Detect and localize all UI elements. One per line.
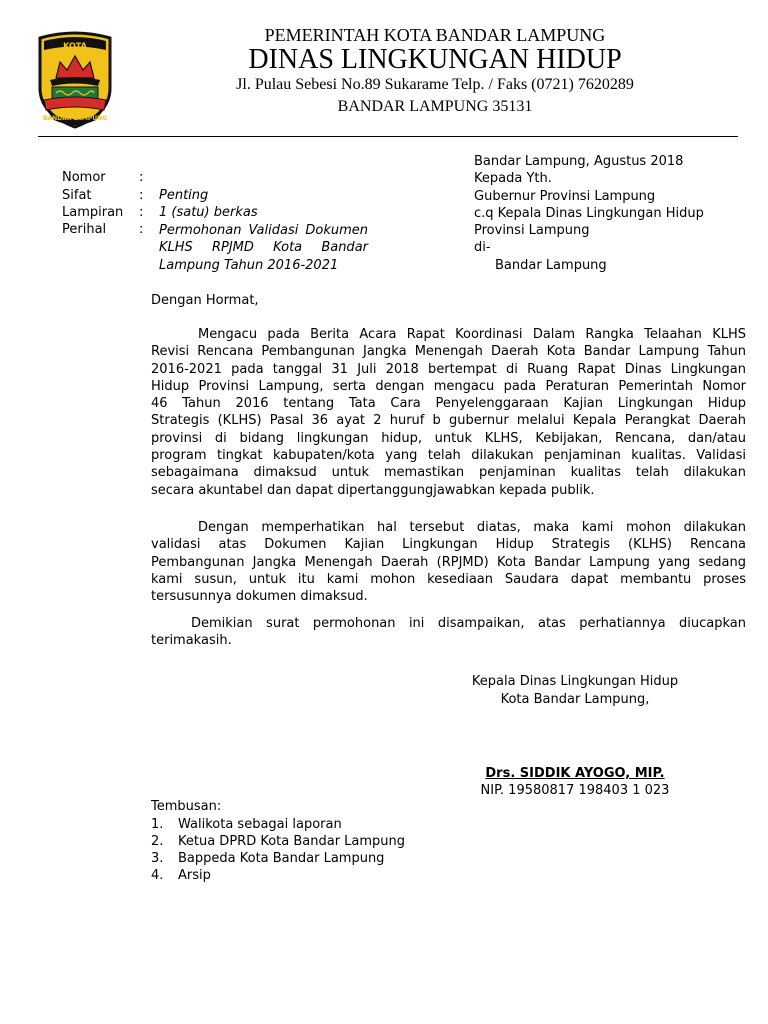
signatory-name: Drs. SIDDIK AYOGO, MIP. (485, 766, 665, 781)
tembusan-title: Tembusan: (151, 799, 222, 814)
salutation: Dengan Hormat, (151, 293, 259, 308)
paragraph-line: validasi atas Dokumen Kajian Lingkungan Hidup Strategis (KLHS) Rencana (151, 537, 746, 553)
letterhead-agency: DINAS LINGKUNGAN HIDUP (248, 44, 622, 75)
letterhead-address: Jl. Pulau Sebesi No.89 Sukarame Telp. / Faks (0721) 7620289 (236, 76, 634, 93)
letterhead-divider (38, 136, 738, 137)
paragraph-line: Demikian surat permohonan ini disampaikan, atas perhatiannya diucapkan (191, 616, 746, 631)
letterhead-city: BANDAR LAMPUNG 35131 (337, 98, 533, 115)
logo-top-text: KOTA (63, 41, 87, 51)
paragraph-line: Hidup Provinsi Lampung, serta dengan mengacu pada Peraturan Pemerintah Nomor (151, 378, 746, 394)
paragraph-line: Pembangunan Jangka Menengah Daerah (RPJMD) Kota Bandar Lampung yang sedang (151, 554, 746, 570)
letterhead-government: PEMERINTAH KOTA BANDAR LAMPUNG (264, 25, 606, 45)
paragraph-2 (151, 519, 746, 605)
lampiran-value: 1 (satu) berkas (159, 205, 258, 220)
perihal-label: Perihal (62, 222, 107, 237)
sifat-colon: : (139, 188, 144, 203)
signatory-office: Kota Bandar Lampung, (500, 692, 650, 707)
recipient-line-2: c.q Kepala Dinas Lingkungan Hidup (474, 206, 704, 221)
signatory-nip: NIP. 19580817 198403 1 023 (480, 783, 670, 798)
list-item: 1. Walikota sebagai laporan (151, 817, 342, 832)
nomor-label: Nomor (62, 170, 106, 185)
recipient-di: di- (474, 240, 491, 255)
paragraph-line: program tingkat kabupaten/kota yang telah dilakukan penjaminan kualitas. Validasi (151, 448, 746, 464)
lampiran-label: Lampiran (62, 205, 124, 220)
perihal-line: Permohonan Validasi Dokumen (159, 223, 368, 238)
paragraph-line: Mengacu pada Berita Acara Rapat Koordinasi Dalam Rangka Telaahan KLHS (198, 327, 746, 342)
sifat-value: Penting (159, 188, 209, 203)
list-item: 4. Arsip (151, 868, 211, 883)
paragraph-line: 2016-2021 pada tanggal 31 Juli 2018 bertempat di Ruang Rapat Dinas Lingkungan (151, 361, 746, 377)
list-item: 2. Ketua DPRD Kota Bandar Lampung (151, 834, 406, 849)
list-item: 3. Bappeda Kota Bandar Lampung (151, 851, 385, 866)
paragraph-line: provinsi di bidang lingkungan hidup, untuk KLHS, Kebijakan, Rencana, dan/atau (151, 430, 746, 446)
recipient-city: Bandar Lampung (495, 258, 607, 273)
kepada-yth: Kepada Yth. (474, 171, 552, 186)
letter-date: Bandar Lampung, Agustus 2018 (474, 154, 684, 169)
paragraph-line: terimakasih. (151, 633, 232, 649)
signatory-title: Kepala Dinas Lingkungan Hidup (471, 674, 679, 689)
paragraph-line: sebagaimana dimaksud untuk memastikan penjaminan kualitas telah dilakukan (151, 465, 746, 481)
recipient-line-3: Provinsi Lampung (474, 223, 590, 238)
logo-bottom-text: BANDAR LAMPUNG (42, 115, 108, 122)
paragraph-line: 46 Tahun 2016 tentang Tata Cara Penyelenggaraan Kajian Lingkungan Hidup (151, 396, 746, 412)
sifat-label: Sifat (62, 188, 92, 203)
paragraph-line: Revisi Rencana Pembangunan Jangka Menengah Daerah Kota Bandar Lampung Tahun (151, 344, 746, 360)
paragraph-line: Strategis (KLHS) Pasal 36 ayat 2 huruf b gubernur melalui Kepala Perangkat Daerah (151, 413, 746, 429)
paragraph-1 (151, 326, 746, 499)
paragraph-line: kami susun, untuk itu kami mohon kesediaan Saudara dapat membantu proses (151, 571, 746, 587)
city-emblem-logo (34, 30, 116, 130)
perihal-value (159, 222, 368, 274)
lampiran-colon: : (139, 205, 144, 220)
perihal-colon: : (139, 222, 144, 237)
paragraph-3 (151, 615, 746, 650)
perihal-line: Lampung Tahun 2016-2021 (159, 257, 339, 273)
perihal-line: KLHS RPJMD Kota Bandar (159, 240, 368, 256)
recipient-line-1: Gubernur Provinsi Lampung (474, 189, 656, 204)
paragraph-line: tersusunnya dokumen dimaksud. (151, 589, 368, 605)
paragraph-line: secara akuntabel dan dapat dipertanggungjawabkan kepada publik. (151, 482, 595, 498)
nomor-colon: : (139, 170, 144, 185)
paragraph-line: Dengan memperhatikan hal tersebut diatas, maka kami mohon dilakukan (198, 520, 746, 535)
